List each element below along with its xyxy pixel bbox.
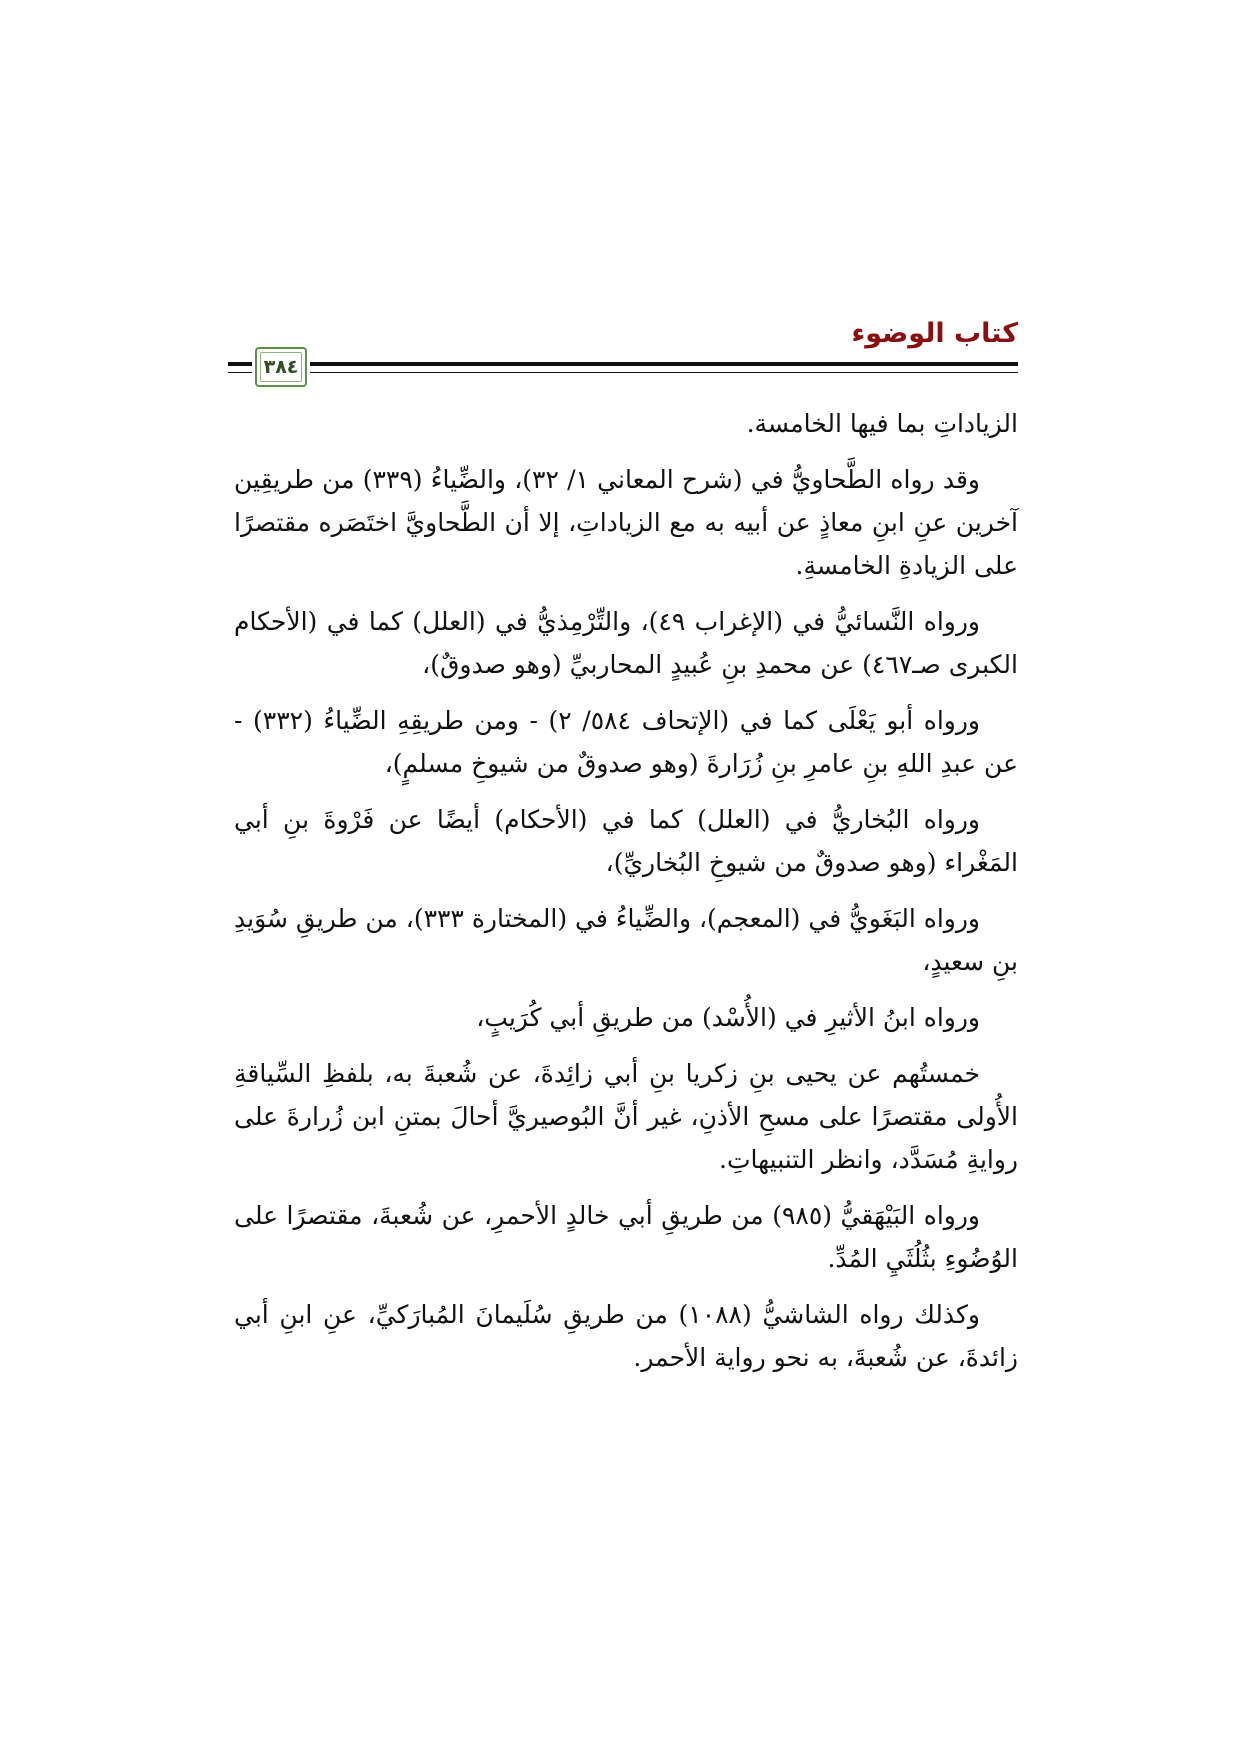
header-rule-thick xyxy=(228,362,1018,366)
paragraph-3: ورواه النَّسائيُّ في (الإغراب ٤٩)، والتِّرْمِذيُّ في (العلل) كما في (الأحكام الكبرى صـ٤٦٧) عن محمدِ بنِ عُبيدٍ المحاربيِّ (وهو صدوقٌ)، xyxy=(234,607,1018,679)
chapter-title: كتاب الوضوء xyxy=(851,318,1018,349)
paragraph-9: ورواه البَيْهَقيُّ (٩٨٥) من طريقِ أبي خالدٍ الأحمرِ، عن شُعبةَ، مقتصرًا على الوُضُوءِ بثُلُثَيِ المُدِّ. xyxy=(234,1201,1018,1273)
paragraph-6: ورواه البَغَويُّ في (المعجم)، والضِّياءُ في (المختارة ٣٣٣)، من طريقِ سُوَيدِ بنِ سعيدٍ، xyxy=(234,904,1018,976)
page-header xyxy=(228,310,1018,390)
paragraph-1: الزياداتِ بما فيها الخامسة. xyxy=(746,409,1018,438)
paragraph-5: ورواه البُخاريُّ في (العلل) كما في (الأحكام) أيضًا عن فَرْوةَ بنِ أبي المَغْراء (وهو صدوقٌ من شيوخِ البُخاريِّ)، xyxy=(234,805,1018,877)
paragraph-4: ورواه أبو يَعْلَى كما في (الإتحاف ٥٨٤/ ٢) - ومن طريقِهِ الضِّياءُ (٣٣٢) - عن عبدِ اللهِ بنِ عامرِ بنِ زُرَارةَ (وهو صدوقٌ من شيوخِ مسلمٍ)، xyxy=(234,706,1018,778)
paragraph-7: ورواه ابنُ الأثيرِ في (الأُسْد) من طريقِ أبي كُرَيبٍ، xyxy=(476,1003,980,1032)
paragraph-8: خمستُهم عن يحيى بنِ زكريا بنِ أبي زائِدةَ، عن شُعبةَ به، بلفظِ السِّياقةِ الأُولى مقتصرًا على مسحِ الأذنِ، غير أنَّ البُوصيريَّ أحالَ بمتنِ ابن زُرارةَ على روايةِ مُسَدَّد، وانظر التنبيهاتِ. xyxy=(234,1059,1018,1174)
page-number: ٣٨٤ xyxy=(263,356,299,378)
paragraph-10: وكذلك رواه الشاشيُّ (١٠٨٨) من طريقِ سُلَيمانَ المُبارَكيِّ، عنِ ابنِ أبي زائدةَ، عن شُعبةَ، به نحو رواية الأحمر. xyxy=(234,1300,1018,1372)
header-rule-thin xyxy=(228,372,1018,373)
page-number-badge xyxy=(255,347,307,387)
body-text xyxy=(234,402,1018,1392)
paragraph-2: وقد رواه الطَّحاويُّ في (شرح المعاني ١/ ٣٢)، والضِّياءُ (٣٣٩) من طريقِين آخرين عنِ ابنِ معاذٍ عن أبيه به مع الزياداتِ، إلا أن الطَّحاويَّ اختَصَره مقتصرًا على الزيادةِ الخامسةِ. xyxy=(234,465,1018,580)
